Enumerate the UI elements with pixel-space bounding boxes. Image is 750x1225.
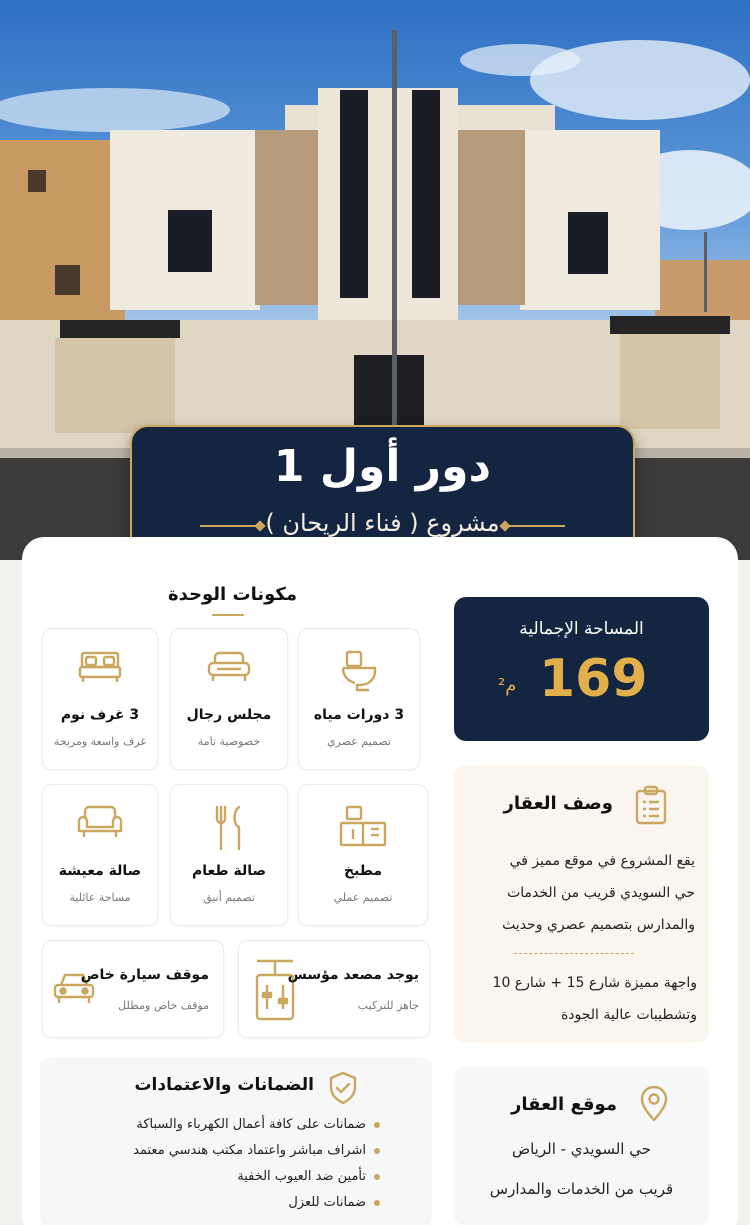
tile-subtitle: تصميم عملي	[333, 891, 393, 904]
heading-underline	[212, 614, 244, 616]
tile-title: مجلس رجال	[186, 707, 272, 723]
tile-title: 3 دورات مياه	[313, 707, 405, 723]
components-heading: مكونات الوحدة	[168, 584, 297, 605]
project-name: مشروع ( فناء الريحان )	[265, 509, 500, 537]
tile-living	[42, 784, 158, 926]
tile-parking	[42, 940, 224, 1038]
tile-dining	[170, 784, 288, 926]
tile-title: موقف سيارة خاص	[80, 967, 209, 983]
tile-title: صالة معيشة	[58, 863, 142, 879]
map-pin-icon	[640, 1086, 668, 1126]
tile-kitchen	[298, 784, 428, 926]
tile-subtitle: خصوصية تامة	[197, 735, 261, 748]
tile-subtitle: تصميم عصري	[327, 735, 391, 748]
list-item: اشراف مباشر واعتماد مكتب هندسي معتمد	[133, 1138, 380, 1164]
description-panel	[454, 765, 709, 1043]
couch-icon	[77, 805, 123, 845]
list-item: ضمانات على كافة أعمال الكهرباء والسباكة	[133, 1112, 380, 1138]
unit-title: دور أول 1	[273, 441, 492, 492]
list-item: ضمانات للعزل	[133, 1190, 380, 1216]
description-line: حي السويدي قريب من الخدمات	[507, 885, 695, 901]
description-line: واجهة مميزة شارع 15 + شارع 10	[492, 975, 697, 991]
divider	[514, 953, 634, 954]
sofa-icon	[207, 649, 251, 689]
description-line: يقع المشروع في موقع مميز في	[509, 853, 695, 869]
tile-subtitle: موقف خاص ومظلل	[118, 999, 209, 1012]
location-district: حي السويدي - الرياض	[511, 1140, 652, 1158]
tile-subtitle: تصميم أنيق	[203, 891, 255, 904]
area-label: المساحة الإجمالية	[519, 619, 644, 639]
list-item: تأمين ضد العيوب الخفية	[133, 1164, 380, 1190]
tile-majlis	[170, 628, 288, 770]
location-panel	[454, 1066, 709, 1225]
tile-title: 3 غرف نوم	[60, 707, 140, 723]
description-line: والمدارس بتصميم عصري وحديث	[502, 917, 695, 933]
tile-elevator	[238, 940, 430, 1038]
tile-title: يوجد مصعد مؤسس	[287, 967, 419, 983]
tile-subtitle: جاهز للتركيب	[357, 999, 419, 1012]
guarantees-panel	[40, 1057, 432, 1225]
fork-knife-icon	[211, 805, 247, 855]
area-value: 169	[539, 649, 648, 709]
tile-bathrooms	[298, 628, 420, 770]
kitchen-icon	[339, 805, 387, 853]
description-text	[455, 845, 695, 941]
shield-check-icon	[328, 1071, 358, 1109]
location-title: موقع العقار	[511, 1094, 617, 1115]
tile-title: مطبخ	[343, 863, 383, 879]
description-features	[457, 967, 697, 1031]
tile-title: صالة طعام	[191, 863, 266, 879]
elevator-icon	[253, 955, 297, 1025]
clipboard-icon	[634, 785, 668, 829]
toilet-icon	[339, 649, 379, 697]
guarantees-list	[133, 1112, 380, 1216]
tile-subtitle: غرف واسعة ومريحة	[53, 735, 147, 748]
description-title: وصف العقار	[503, 793, 613, 814]
total-area-box	[454, 597, 709, 741]
area-unit: م²	[498, 675, 517, 696]
guarantees-title: الضمانات والاعتمادات	[134, 1075, 314, 1095]
tile-bedrooms	[42, 628, 158, 770]
tile-subtitle: مساحة عائلية	[69, 891, 131, 904]
description-line: وتشطيبات عالية الجودة	[560, 1007, 697, 1023]
bed-icon	[78, 649, 122, 689]
location-note: قريب من الخدمات والمدارس	[489, 1180, 674, 1198]
